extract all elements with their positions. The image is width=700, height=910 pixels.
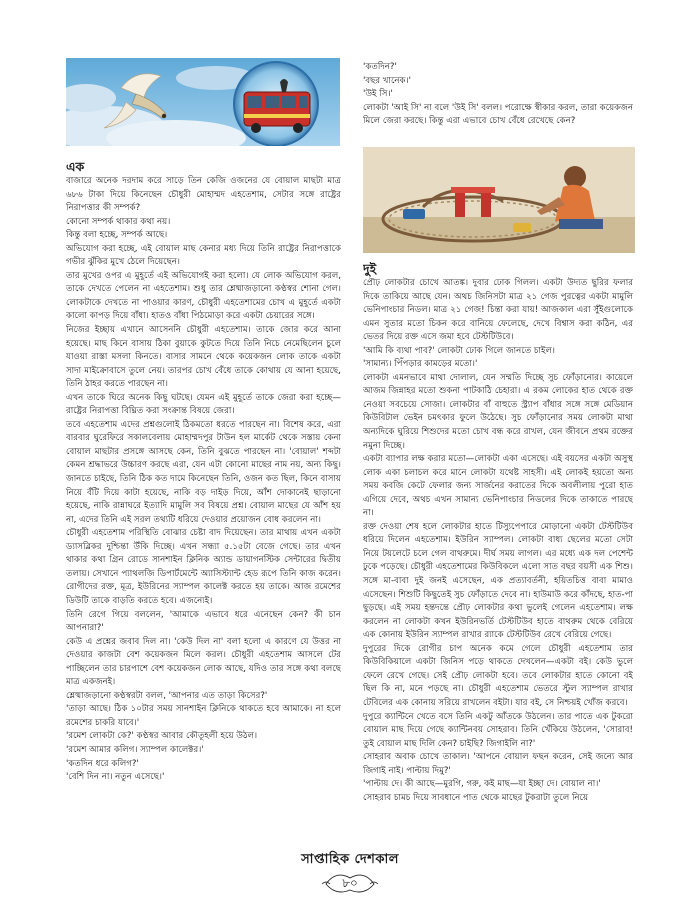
section-title-two: দুই xyxy=(363,262,377,276)
paragraph: প্রৌঢ় লোকটার চোখে আতঙ্ক। দুবার ঢোক গিলল। একটা উদ্যত ছুরির ফলার দিকে তাকিয়ে আছে যেন। অথচ জিনিসটা মাত্র ২১ গেজ পুরত্বের একটা মামুলি ভেনিপাংচার নিডল। মাত্র ২১ গেজ! চিন্তা করা যায়! আজকাল এরা সুঁইগুলোকে এমন সুতার মতো চিকন করে বানিয়ে ফেলেছে, দেখে বিশ্বাস করা কঠিন, এর ভেতর দিয়ে রক্ত এসে জমা হবে টেস্টটিউবে। xyxy=(363,278,633,343)
paragraph: 'রমেশ আমার কলিগ। স্যাম্পল কালেক্টর।' xyxy=(66,744,204,755)
paragraph: লোকটা এমনভাবে মাথা দোলাল, যেন সম্মতি দিচ্ছে সুচ ফোঁড়ানোর। কায়েলে আজম জিন্নাহর মতো শুকনা পাটকাঠি চেহারা। এ রকম লোকের হাত থেকে রক্ত নেওয়া সবচেয়ে সোজা। লোকটার বাঁ বাহুতে স্ট্র্যাপ বাঁধার সঙ্গে সঙ্গে মেডিয়ান কিউবিটাল ভেইন চমৎকার ফুলে উঠেছে। সুচ ফোঁড়ানোর সময় লোকটা মাথা অন্যদিকে ঘুরিয়ে শিশুদের মতো চোখ বন্ধ করে রাখল, যেন জীবনে প্রথম রক্তের নমুনা দিচ্ছে। xyxy=(363,372,633,451)
paragraph: 'উই সি।' xyxy=(363,89,393,100)
paragraph: তার মুখের ওপর এ মুহূর্তে এই অভিযোগই করা হলো। যে লোক অভিযোগ করল, তাকে দেখতে পেলেন না এহতেশাম। শুধু তার শ্লেষ্মাজড়ানো কণ্ঠস্বর শোনা গেল। লোকটাকে দেখতে না পাওয়ার কারণ, চৌধুরী এহতেশামের চোখ এ মুহূর্তে একটা কালো কাপড় দিয়ে বাঁধা। হাতও বাঁধা পিঠমোড়া করে একটা চেয়ারের সঙ্গে। xyxy=(66,270,341,322)
paragraph: সোহরাব চামচ দিয়ে সাবধানে পাত থেকে মাছের টুকরাটা তুলে নিয়ে xyxy=(363,792,589,803)
page-number-badge xyxy=(318,866,382,900)
paragraph: শ্লেষ্মাজড়ানো কণ্ঠস্বরটা বলল, 'আপনার এত তাড়া কিসের?' xyxy=(66,690,268,701)
paragraph: 'সামান্য। পিঁপড়ার কামড়ের মতো।' xyxy=(363,359,478,370)
paragraph: একটা ব্যাপার লক্ষ করার মতো—লোকটা একা এসেছে। এই বয়সের একটা অসুস্থ লোক একা চলাচল করে মানে লোকটা যথেষ্ট সাহসী। এই লোকই হয়তো অন্য সময় কবজি কেটে ফেলার জন্য সার্জনের করাতের দিকে অবলীলায় পুরো হাত এগিয়ে দেবে, অথচ এখন সামান্য ভেনিপাংচার নিডলের দিকে তাকাতে পারছে না। xyxy=(363,454,633,519)
paragraph: লোকটা 'আই সি' না বলে 'উই সি' বলল। পরোক্ষে স্বীকার করল, তারা কয়েকজন মিলে জেরা করছে। কিন্তু এরা এভাবে চোখ বেঁধে রেখেছে কেন? xyxy=(363,102,633,127)
paragraph: অভিযোগ করা হচ্ছে, এই বোয়াল মাছ কেনার মধ্য দিয়ে তিনি রাষ্ট্রের নিরাপত্তাকে গভীর ঝুঁকির মুখে ঠেলে দিয়েছেন। xyxy=(66,243,341,268)
paragraph: এখন তাকে ঘিরে অনেক কিছু ঘটছে। যেমন এই মুহূর্তে তাকে জেরা করা হচ্ছে—রাষ্ট্রের নিরাপত্তা বিঘ্নিত করা সংক্রান্ত বিষয়ে জেরা। xyxy=(66,392,341,417)
paragraph: 'বছর খানেক।' xyxy=(363,75,411,86)
paragraph: 'তাড়া আছে। ঠিক ১০টার সময় সানশাইন ক্লিনিকে থাকতে হবে আমাকে। না হলে রমেশের চাকরি যাবে।' xyxy=(66,704,341,728)
paragraph: দুপুরে ক্যান্টিনে খেতে বসে তিনি একটু আঁতকে উঠলেন। তার পাতে এক টুকরো বোয়াল মাছ দিয়ে গেছে ক্যান্টিনবয় সোহরাব। তিনি খেঁকিয়ে উঠলেন, 'সোরাব! তুই বোয়াল মাছ দিলি কেন? চাইছি? জিগাইলি না?' xyxy=(363,711,633,749)
paragraph: বাজারে অনেক দরদাম করে সাড়ে তিন কেজি ওজনের যে বোয়াল মাছটা মাত্র ৬৮৬ টাকা দিয়ে কিনেছেন চৌধুরী মোহাম্মদ এহতেশাম, সেটার সঙ্গে রাষ্ট্রের নিরাপত্তার কী সম্পর্ক? xyxy=(66,176,341,214)
paragraph: দুপুরের দিকে রোগীর চাপ অনেক কমে গেলে চৌধুরী এহতেশাম তার কিউবিকিয়ালে একটা জিনিস পড়ে থাকতে দেখলেন—একটা বই। কেউ ভুলে ফেলে রেখে গেছে। সেই প্রৌঢ় লোকটা হবে। তবে লোকটার হাতে কোনো বই ছিল কি না, মনে পড়ছে না। চৌধুরী এহতেশাম ভেতরে স্টুল স্যাম্পল রাখার টেবিলের এক কোনায় সরিয়ে রাখলেন বইটা। যার বই, সে নিশ্চয়ই খোঁজ করবে। xyxy=(363,643,633,708)
paragraph: 'পাল্টায় দে। কী আছে—মুরগি, গরু, কই মাছ—যা ইচ্ছা দে। বোয়াল না।' xyxy=(363,779,601,790)
paragraph: 'কতদিন ধরে কলিগ?' xyxy=(66,758,139,769)
paragraph: তবে এহতেশাম এদের প্রশ্নগুলোই ঠিকমতো ধরতে পারছেন না। বিশেষ করে, এরা বারবার ঘুরেফিরে সকালবেলায় মোহাম্মদপুর টাউন হল মার্কেট থেকে সস্তায় কেনা বোয়াল মাছটার প্রসঙ্গে আসছে কেন, তিনি বুঝতে পারছেন না। 'বোয়াল' শব্দটা কেমন শ্রদ্ধাভরে উচ্চারণ করছে এরা, যেন এটা কোনো মাছের নাম নয়, অন্য কিছু। জানতে চাইছে, তিনি ঠিক কত দামে কিনেছেন তিনি, ওজন কত ছিল, কিনে বাসায় নিয়ে বঁটি দিয়ে কাটা হয়েছে, নাকি বড় দাইড় দিয়ে, আঁশ দোকানেই ছাড়ানো হয়েছে, নাকি রান্নাঘরে ইত্যাদি মামুলি সব বিষয়ে প্রশ্ন। বোয়াল মাছের যে আঁশ হয় না, এদের তিনি এই সরল তথ্যটি ধরিয়ে দেওয়ার প্রয়োজন বোধ করলেন না। xyxy=(66,419,341,525)
paragraph: রক্ত দেওয়া শেষ হলে লোকটার হাতে টিস্যুপেপারে মোড়ানো একটা টেস্টটিউব ধরিয়ে দিলেন এহতেশাম। ইউরিন স্যাম্পল। লোকটা বাধ্য ছেলের মতো সেটা নিয়ে টয়লেটে চলে গেল বাথরুমে। দীর্ঘ সময় লাগল। এর মধ্যে এক দল পেশেন্ট ঢুকে পড়েছে। চৌধুরী এহতেশামের কিউবিকলে এলো সাত বছর বয়সী এক শিশু। সঙ্গে মা-বাবা দুই জনই এসেছেন, এক প্রত্যাবর্তনী, হয়িতচিত্ত বাবা মামাও এসেছেন। শিশুটি কিছুতেই সুচ ফোঁড়াতে দেবে না। হাউমাউ করে কাঁদছে, হাত-পা ছুড়ছে। এই সময় হন্তদন্তে প্রৌঢ় লোকটার কথা ভুলেই গেলেন এহতেশাম। লক্ষ করলেন না লোকটা কখন ইউরিনভর্তি টেস্টটিউব হাতে বাথরুম থেকে বেরিয়ে এক কোনায় ইউরিন স্যাম্পল রাখার র‍্যাকে টেস্টটিউব রেখে বেরিয়ে গেছে। xyxy=(363,521,633,641)
paragraph: চৌধুরী এহতেশাম পরিস্থিতি বোঝার চেষ্টা বাদ দিয়েছেন। তার মাথায় এখন একটা ড্যাসব্লিকর দুশ্চিন্তা উঁকি দিচ্ছে। এখন সন্ধ্যা ৫.১৫টা বেজে গেছে। তার এখন থাকার কথা গ্রিন রোডে সানশাইন ক্লিনিক অ্যান্ড ডায়াগনস্টিক সেন্টারের দ্বিতীয় তলায়। সেখানে প্যাথলজি ডিপার্টমেন্টে অ্যাসিস্ট্যান্ট হেড রূপে তিনি কাজ করেন। রোগীদের রক্ত, মূত্র, ইউরিনের স্যাম্পল কালেক্ট করতে হয় তাকে। আজ রমেশের ডিউটি তাকে বাড়তি করতে হবে। এজন্যেই। xyxy=(66,528,341,606)
paragraph: সোহরাব অবাক চোখে তাকাল। 'আপনে বোয়াল ফছন করেন, সেই জন্যে আর জিগাই নাই। পাল্টায় দিমু?' xyxy=(363,752,633,776)
paragraph: নিজের ইচ্ছায় এখানে আসেননি চৌধুরী এহতেশাম। তাকে জোর করে আনা হয়েছে। মাছ কিনে বাসায় ঠিকা বুয়াকে কুটতে দিয়ে তিনি নিচে নেমেছিলেন চুলে যাওয়া রাস্তা মসলা কিনতে। বাসার সামনে থেকে কয়েকজন লোক তাকে একটা সাদা মাইক্রোবাসে তুলে নেয়। তারপর চোখ বেঁধে তাকে কোথায় যে আনা হয়েছে, তিনি ঠাহর করতে পারছেন না। xyxy=(66,325,341,390)
story-illustration-bus xyxy=(66,58,340,146)
story-column-left xyxy=(66,160,341,860)
story-column-right-top xyxy=(363,61,633,143)
story-column-right xyxy=(363,262,633,852)
paragraph: কিন্তু বলা হচ্ছে, সম্পর্ক আছে। xyxy=(66,230,168,241)
paragraph: 'কতদিন?' xyxy=(363,62,397,72)
page-number: ৮০ xyxy=(342,876,358,890)
magazine-title: সাপ্তাহিক দেশকাল xyxy=(301,852,399,867)
paragraph: 'আমি কি ব্যথা পাব?' লোকটা ঢোক গিলে জানতে চাইল। xyxy=(363,345,555,356)
section-title-one: এক xyxy=(66,160,85,174)
paragraph: কেউ এ প্রশ্নের জবাব দিল না। 'কেউ দিল না' বলা হলো এ কারণে যে উত্তর না দেওয়ার কাজটা বেশ কয়েকজন মিলে করল। চৌধুরী এহতেশাম আসলে টের পাচ্ছিলেন তার চারপাশে বেশ কয়েকজন লোক আছে, যদিও তার সঙ্গে কথা বলছে মাত্র একজনই। xyxy=(66,636,341,688)
paragraph: কোনো সম্পর্ক থাকার কথা নয়। xyxy=(66,216,171,227)
paragraph: 'রমেশ লোকটা কে?' কণ্ঠস্বর আবার কৌতূহলী হয়ে উঠল। xyxy=(66,731,258,742)
bus-illustration-graphic xyxy=(66,58,340,146)
story-illustration-train xyxy=(363,147,635,253)
paragraph: 'বেশি দিন না। নতুন এসেছে।' xyxy=(66,772,165,783)
paragraph: তিনি রেগে গিয়ে বললেন, 'আমাকে এভাবে ধরে এনেছেন কেন? কী চান আপনারা?' xyxy=(66,609,341,634)
train-illustration-graphic xyxy=(363,147,635,253)
